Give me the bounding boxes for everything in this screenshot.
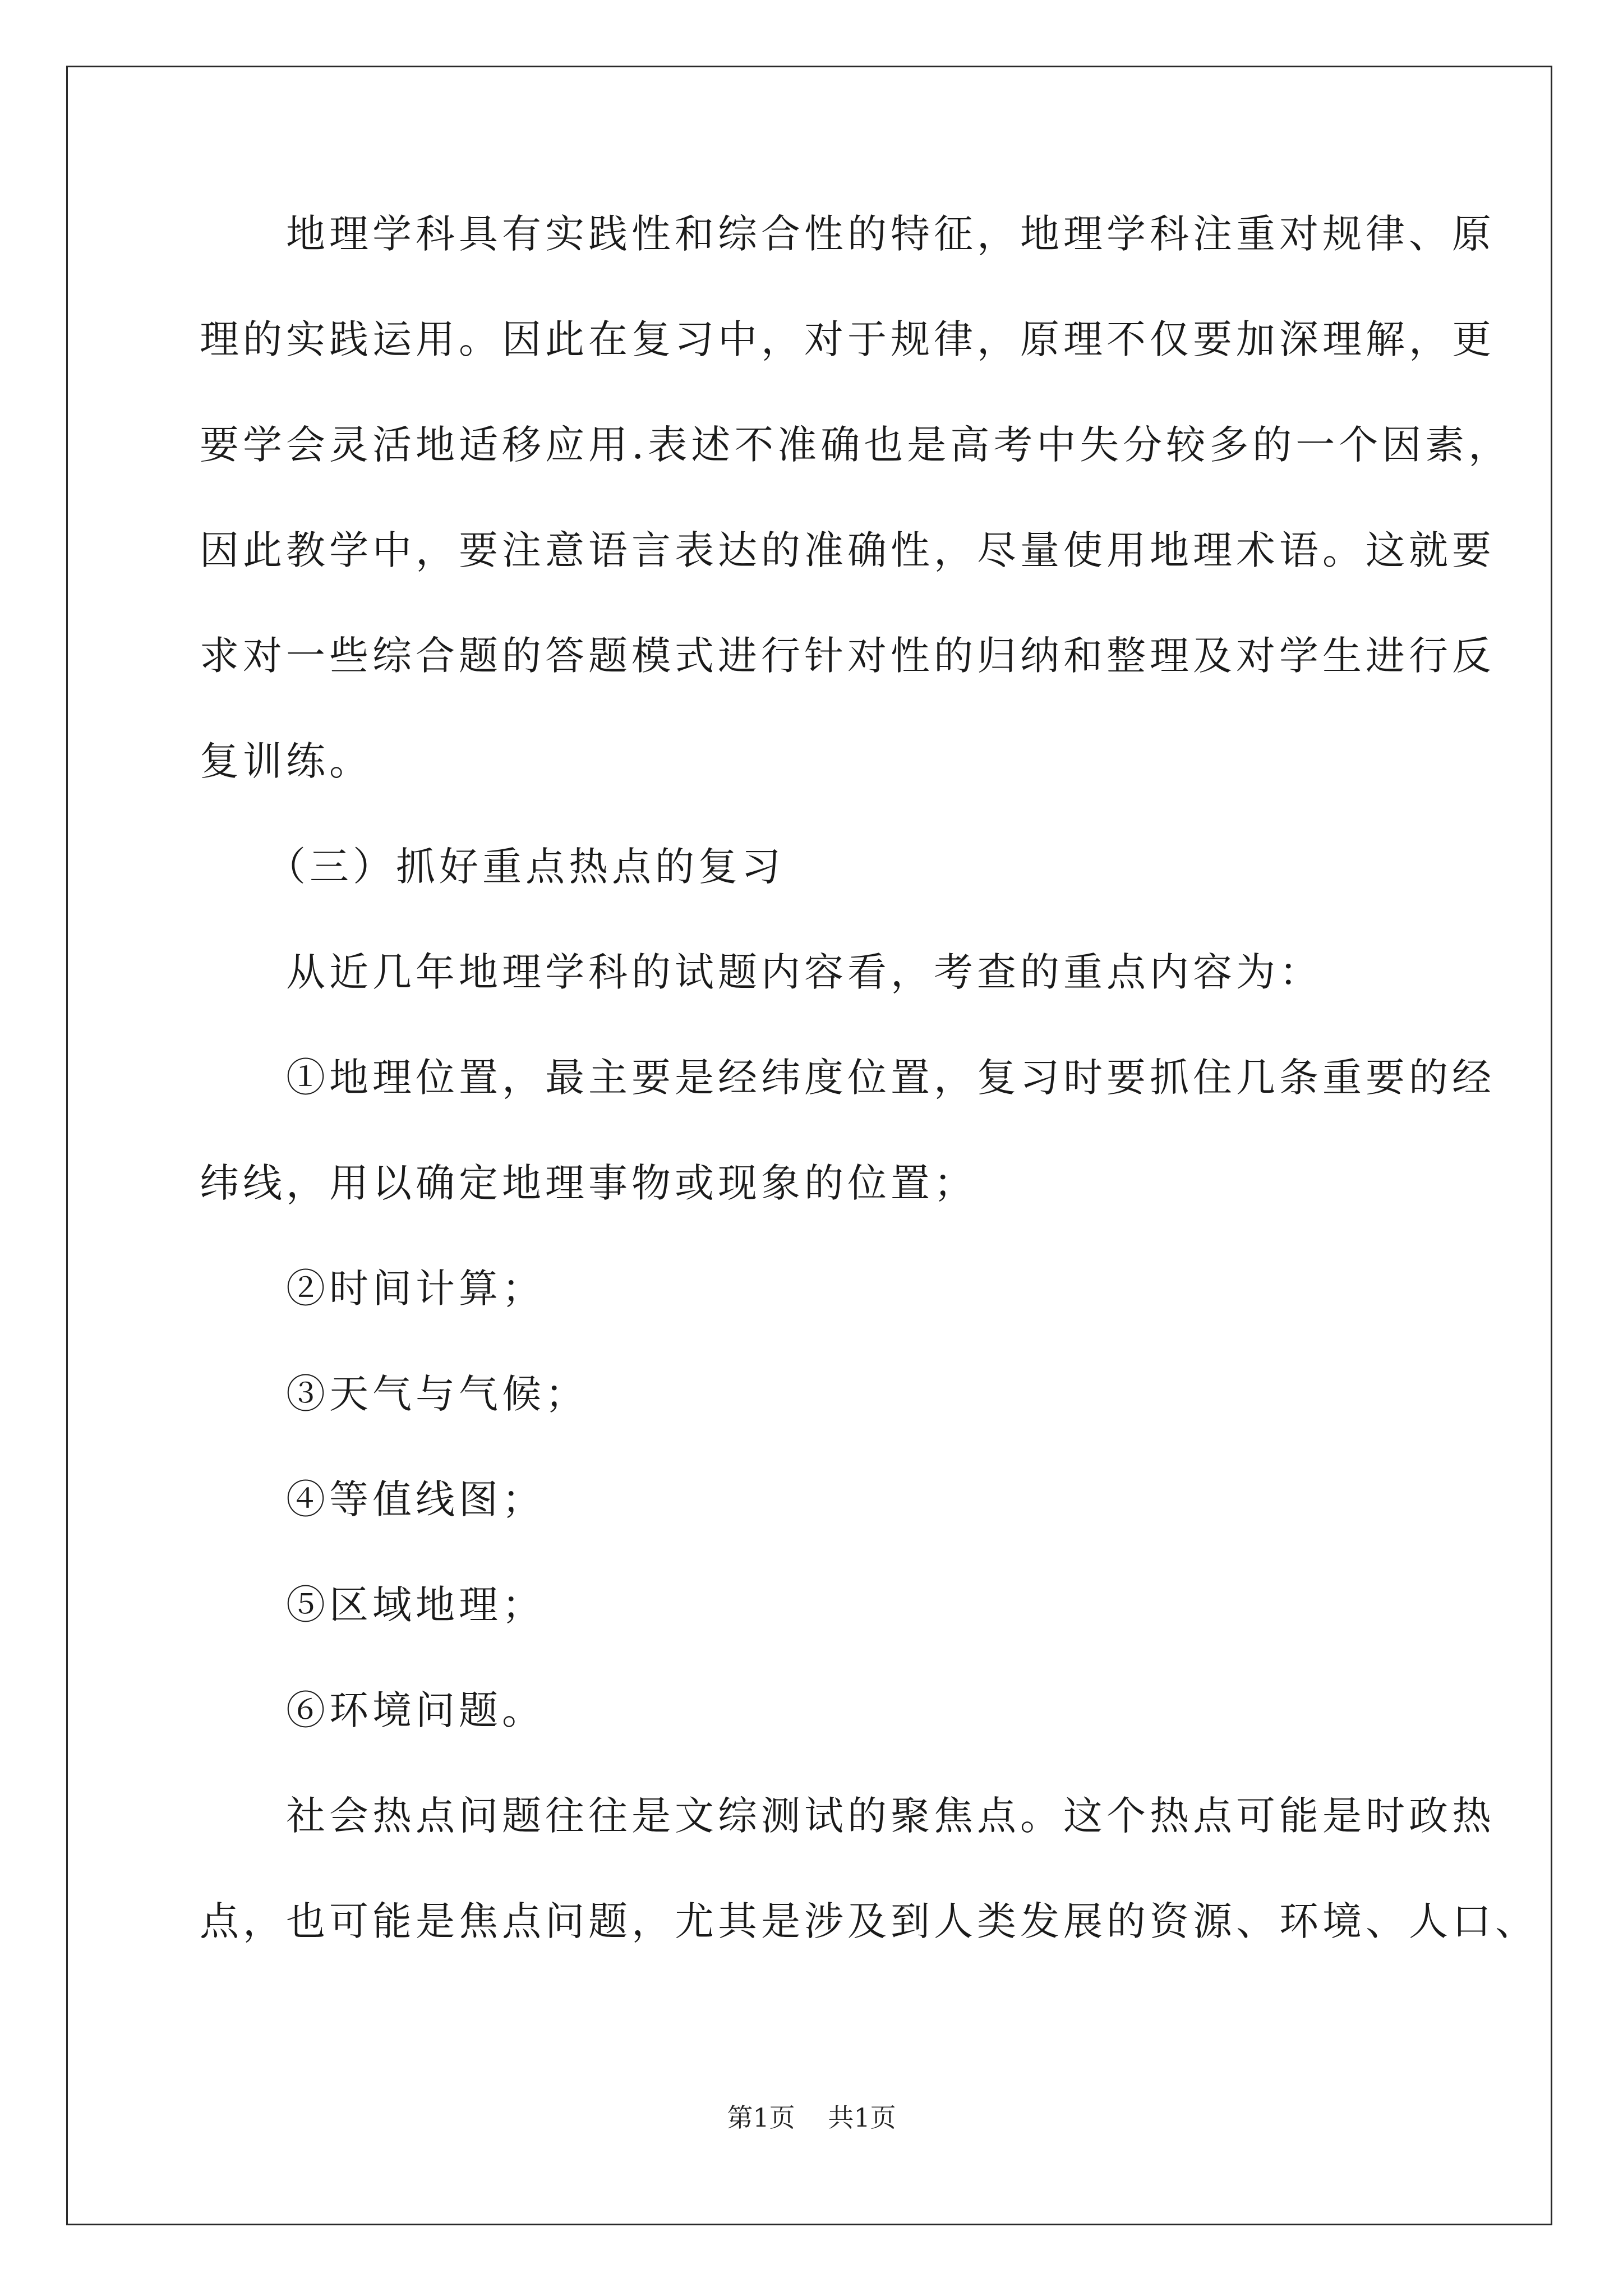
text-line: 理的实践运用。因此在复习中，对于规律，原理不仅要加深理解，更 [200, 316, 1495, 362]
text-line: 复训练。 [200, 738, 372, 784]
list-item: ②时间计算； [200, 1266, 545, 1312]
list-item: ⑤区域地理； [200, 1582, 545, 1628]
list-item: ③天气与气候； [200, 1371, 588, 1417]
text-line: 点，也可能是焦点问题，尤其是涉及到人类发展的资源、环境、人口、 [200, 1898, 1538, 1944]
page-number: 第1页 [727, 2102, 795, 2133]
list-item: ①地理位置，最主要是经纬度位置，复习时要抓住几条重要的经 [200, 1055, 1495, 1101]
list-item: ④等值线图； [200, 1476, 545, 1522]
text-line: 纬线，用以确定地理事物或现象的位置； [200, 1160, 977, 1206]
text-line: 地理学科具有实践性和综合性的特征，地理学科注重对规律、原 [200, 211, 1495, 257]
text-line: 要学会灵活地适移应用.表述不准确也是高考中失分较多的一个因素， [200, 422, 1512, 468]
text-line: 社会热点问题往往是文综测试的聚焦点。这个热点可能是时政热 [200, 1793, 1495, 1839]
list-item: ⑥环境问题。 [200, 1687, 545, 1733]
page-total: 共1页 [828, 2102, 896, 2133]
text-line: 因此教学中，要注意语言表达的准确性，尽量使用地理术语。这就要 [200, 527, 1495, 573]
text-line: 求对一些综合题的答题模式进行针对性的归纳和整理及对学生进行反 [200, 633, 1495, 679]
text-line: 从近几年地理学科的试题内容看，考查的重点内容为： [200, 949, 1322, 995]
section-heading: （三）抓好重点热点的复习 [200, 844, 785, 890]
page-footer [0, 2101, 1623, 2134]
